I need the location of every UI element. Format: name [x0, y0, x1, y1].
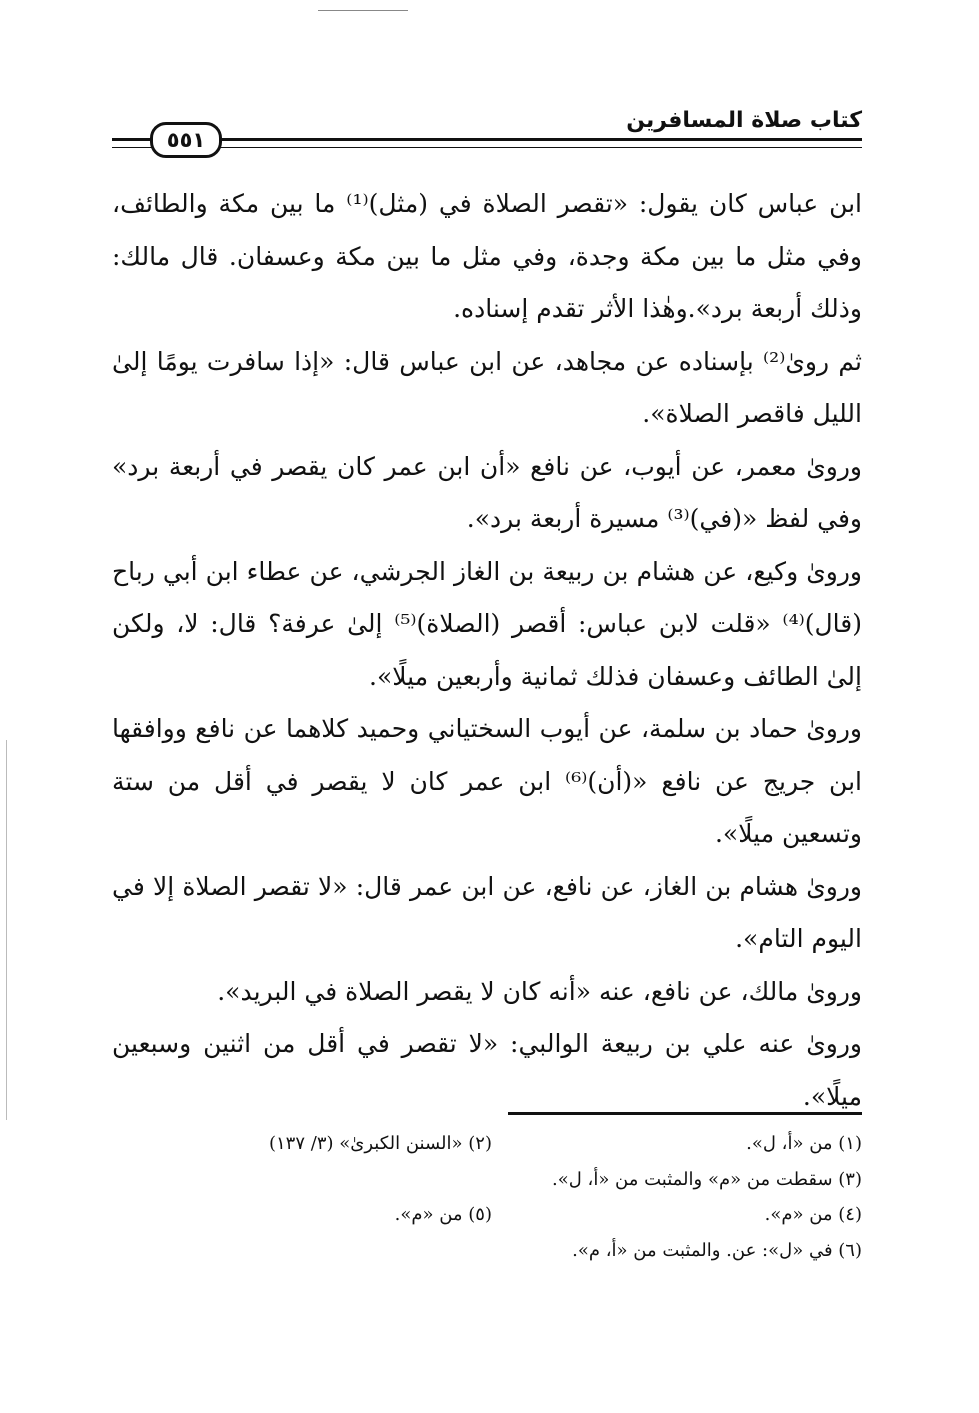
- paragraph: وروىٰ مالك، عن نافع، عنه «أنه كان لا يقصر الصلاة في البريد».: [217, 976, 862, 1006]
- paragraph: وروىٰ عنه علي بن ربيعة الوالبي: «لا تقصر في أقل من اثنين وسبعين ميلًا».: [112, 1029, 862, 1111]
- main-text: [112, 178, 862, 1123]
- paragraph: ابن عباس كان يقول: «تقصر الصلاة في (مثل)⁽¹⁾ ما بين مكة والطائف، وفي مثل ما بين مكة وجدة، وفي مثل ما بين مكة وعسفان. قال مالك: وذلك أربعة برد».وهٰذا الأثر تقدم إسناده.: [112, 189, 862, 323]
- footnote-row: [112, 1162, 862, 1198]
- top-mark: [318, 10, 408, 11]
- page-number-badge: [150, 122, 222, 158]
- page-number: ٥٥١: [166, 128, 206, 152]
- scan-margin-line: [6, 740, 7, 1120]
- paragraph: ثم روىٰ⁽²⁾ بإسناده عن مجاهد، عن ابن عباس قال: «إذا سافرت يومًا إلىٰ الليل فاقصر الصلاة».: [112, 346, 862, 428]
- footnote-4: (٤) من «م».: [764, 1204, 862, 1225]
- footnote-row: [112, 1126, 862, 1162]
- footnote-3: (٣) سقطت من «م» والمثبت من «أ، ل».: [551, 1168, 862, 1190]
- header-rule: [112, 138, 862, 148]
- paragraph: وروىٰ هشام بن الغاز، عن نافع، عن ابن عمر قال: «لا تقصر الصلاة إلا في اليوم التام».: [112, 871, 862, 953]
- footnote-rule: [508, 1112, 862, 1115]
- footnotes: [112, 1126, 862, 1268]
- paragraph: وروىٰ حماد بن سلمة، عن أيوب السختياني وحميد كلاهما عن نافع ووافقها ابن جريج عن نافع «(أن)⁽⁶⁾ ابن عمر كان لا يقصر في أقل من ستة وتسعين ميلًا».: [112, 714, 862, 848]
- footnote-row: [112, 1197, 862, 1233]
- footnote-row: [112, 1233, 862, 1269]
- footnote-6: (٦) في «ل»: عن. والمثبت من «أ، م».: [572, 1239, 862, 1261]
- page-header: [112, 108, 862, 156]
- paragraph: وروىٰ وكيع، عن هشام بن ربيعة بن الغاز الجرشي، عن عطاء ابن أبي رباح (قال)⁽⁴⁾ «قلت لابن عباس: أقصر (الصلاة)⁽⁵⁾ إلىٰ عرفة؟ قال: لا، ولكن إلىٰ الطائف وعسفان فذلك ثمانية وأربعين ميلًا».: [112, 556, 862, 691]
- footnote-5: (٥) من «م».: [394, 1204, 492, 1225]
- book-title: كتاب صلاة المسافرين: [616, 108, 862, 133]
- paragraph: وروىٰ معمر، عن أيوب، عن نافع «أن ابن عمر كان يقصر في أربعة برد» وفي لفظ «(في)⁽³⁾ مسيرة أربعة برد».: [112, 451, 862, 533]
- footnote-2: (٢) «السنن الكبرىٰ» (٣/ ١٣٧): [268, 1133, 492, 1154]
- footnote-1: (١) من «أ، ل».: [746, 1133, 862, 1154]
